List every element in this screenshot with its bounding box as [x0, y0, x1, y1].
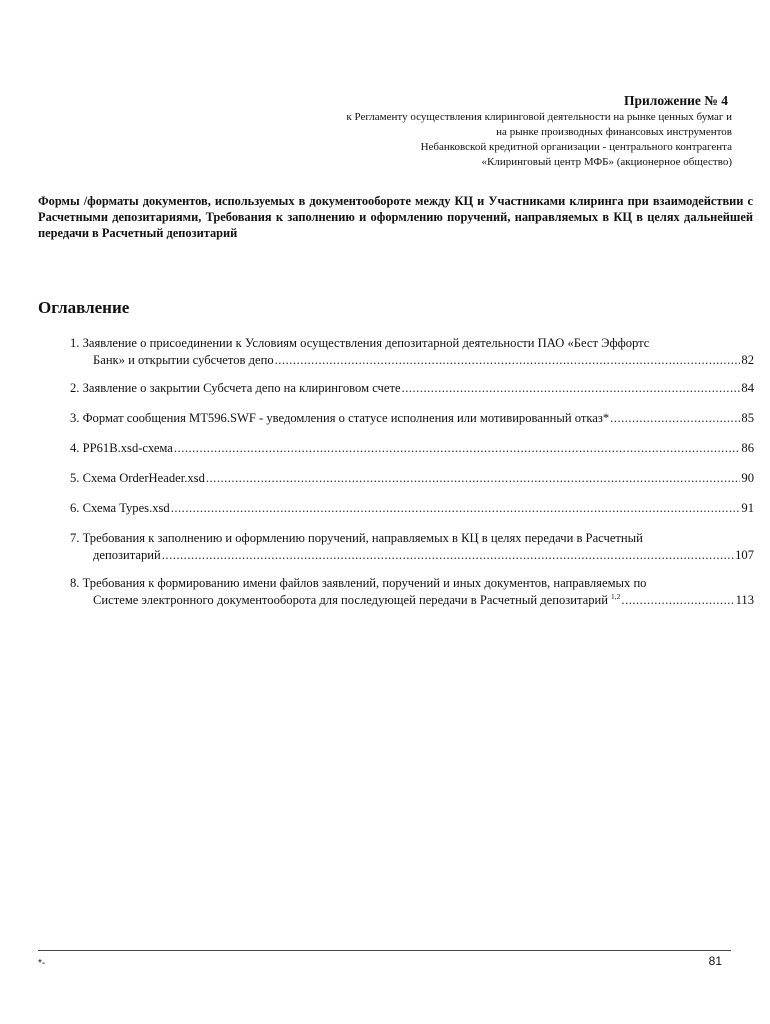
toc-entry-text: 1. Заявление о присоединении к Условиям осуществления депозитарной деятельности ПАО «Бест Эффортс	[70, 336, 650, 350]
toc-entry-text: 4. PP61B.xsd-схема	[70, 441, 173, 455]
toc-entry-7[interactable]	[70, 530, 754, 564]
toc-page-number: 113	[735, 593, 754, 607]
toc-entry-1[interactable]	[70, 335, 754, 369]
document-heading: Формы /форматы документов, используемых в документообороте между КЦ и Участниками клиринга при взаимодействии с Расчетными депозитариями, Требования к заполнению и оформлению поручений, направляемых в КЦ в целях дальнейшей передачи в Расчетный депозитарий	[38, 194, 753, 240]
toc-leader-dots	[402, 380, 741, 397]
toc-entry-5[interactable]	[70, 470, 754, 487]
appendix-line: «Клиринговый центр МФБ» (акционерное общество)	[481, 156, 732, 168]
toc-leader-dots	[174, 440, 741, 457]
appendix-line: Небанковской кредитной организации - центрального контрагента	[420, 141, 732, 153]
toc-leader-dots	[610, 410, 740, 427]
toc-leader-dots	[162, 547, 734, 564]
toc-page-number: 90	[741, 471, 754, 485]
toc-page-number: 82	[741, 353, 754, 367]
toc-page-number: 86	[741, 441, 754, 455]
table-of-contents	[70, 335, 754, 609]
toc-entry-3[interactable]	[70, 410, 754, 427]
toc-entry-text	[93, 592, 620, 609]
appendix-line: на рынке производных финансовых инструментов	[496, 126, 732, 138]
toc-entry-text: депозитарий	[93, 548, 161, 562]
appendix-header	[346, 92, 732, 170]
toc-entry-text: 2. Заявление о закрытии Субсчета депо на клиринговом счете	[70, 381, 401, 395]
toc-entry-text-main: Системе электронного документооборота для последующей передачи в Расчетный депозитарий	[93, 593, 609, 607]
toc-entry-text: 5. Схема OrderHeader.xsd	[70, 471, 205, 485]
toc-entry-text: Банк» и открытии субсчетов депо	[93, 353, 274, 367]
page-number: 81	[708, 954, 722, 968]
toc-leader-dots	[171, 500, 741, 517]
toc-entry-4[interactable]	[70, 440, 754, 457]
toc-page-number: 84	[741, 381, 754, 395]
toc-leader-dots	[621, 592, 734, 609]
toc-page-number: 107	[735, 548, 754, 562]
toc-page-number: 91	[741, 501, 754, 515]
toc-leader-dots	[275, 352, 741, 369]
toc-page-number: 85	[741, 411, 754, 425]
toc-entry-text: 7. Требования к заполнению и оформлению поручений, направляемых в КЦ в целях передачи в Расчетный	[70, 531, 643, 545]
toc-entry-text: 3. Формат сообщения MT596.SWF - уведомления о статусе исполнения или мотивированный отказ*	[70, 411, 610, 425]
toc-entry-8[interactable]	[70, 575, 754, 609]
appendix-line: к Регламенту осуществления клиринговой деятельности на рынке ценных бумаг и	[346, 111, 732, 123]
footer-divider	[38, 950, 731, 951]
toc-entry-text: 8. Требования к формированию имени файлов заявлений, поручений и иных документов, направляемых по	[70, 576, 647, 590]
toc-title: Оглавление	[38, 298, 130, 317]
toc-entry-2[interactable]	[70, 380, 754, 397]
toc-entry-text: 6. Схема Types.xsd	[70, 501, 170, 515]
toc-entry-6[interactable]	[70, 500, 754, 517]
appendix-title: Приложение № 4	[624, 93, 728, 108]
toc-leader-dots	[206, 470, 741, 487]
footnote-reference: 1,2	[611, 591, 621, 601]
footnote-marker: *-	[38, 958, 46, 969]
